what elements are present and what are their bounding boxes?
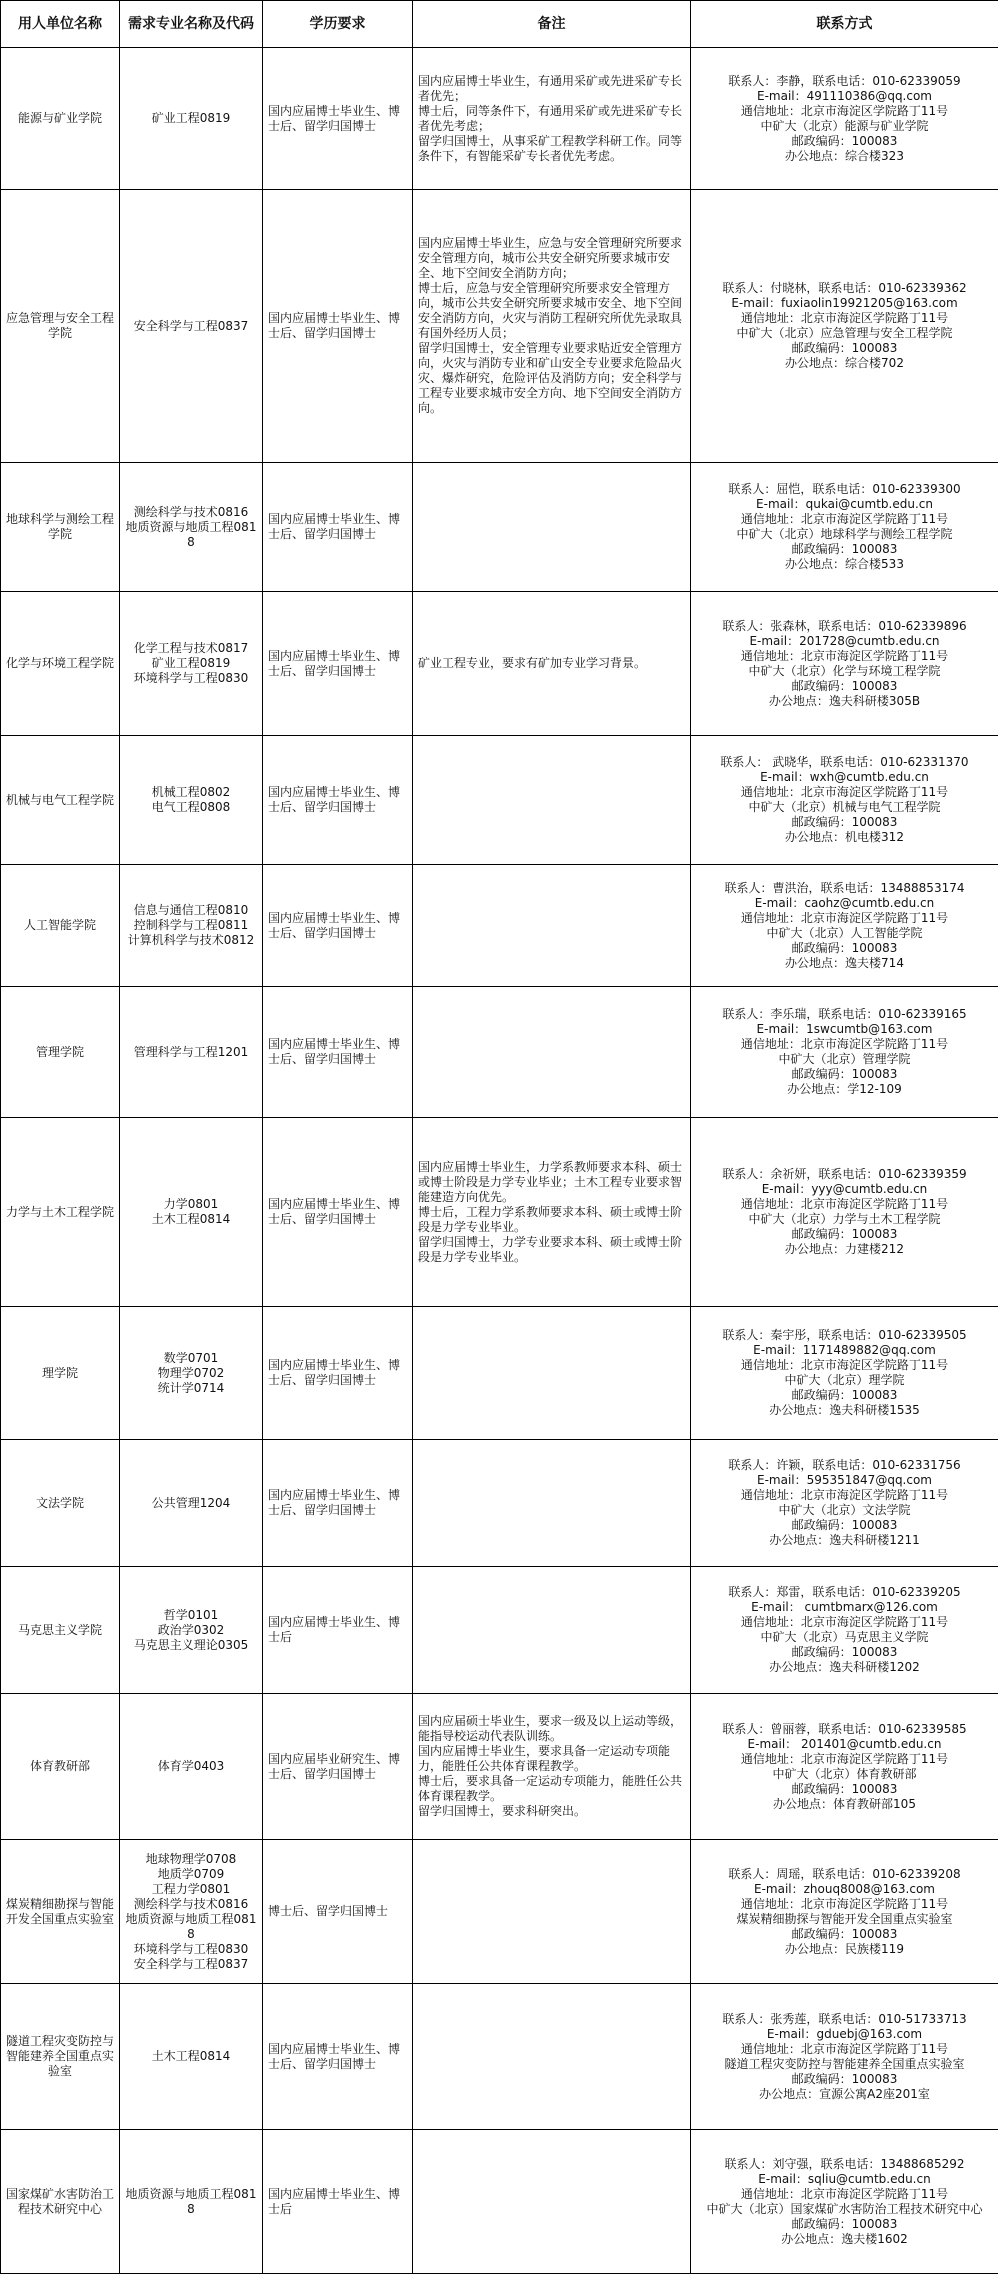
cell-majors	[120, 190, 263, 463]
contact-line: 联系人：付晓林，联系电话：010-62339362	[722, 281, 967, 295]
cell-education: 博士后、留学归国博士	[263, 1840, 413, 1984]
contact-line: 办公地点：民族楼119	[785, 1941, 904, 1956]
major-item: 地质学0709	[157, 1866, 225, 1881]
cell-contact	[691, 2130, 998, 2274]
contact-line: 通信地址：北京市海淀区学院路丁11号	[740, 1751, 949, 1766]
cell-contact	[691, 1118, 998, 1307]
table-row	[1, 48, 998, 190]
contact-line: 煤炭精细勘探与智能开发全国重点实验室	[736, 1911, 953, 1926]
contact-line: 通信地址：北京市海淀区学院路丁11号	[740, 1615, 949, 1629]
cell-education: 国内应届博士毕业生、博士后、留学归国博士	[263, 190, 413, 463]
contact-line: 联系人：曹洪治，联系电话：13488853174	[724, 880, 965, 895]
contact-line: 中矿大（北京）力学与土木工程学院	[748, 1212, 941, 1226]
major-item: 统计学0714	[157, 1380, 225, 1395]
cell-note	[413, 1984, 691, 2130]
contact-line: 联系人：曾丽蓉，联系电话：010-62339585	[722, 1721, 967, 1736]
contact-line: 中矿大（北京）地球科学与测绘工程学院	[736, 527, 953, 541]
major-item: 力学0801	[163, 1197, 219, 1211]
cell-note	[413, 865, 691, 987]
contact-line: 中矿大（北京）体育教研部	[772, 1766, 917, 1781]
contact-line: 联系人：周瑶，联系电话：010-62339208	[728, 1866, 961, 1881]
table-row	[1, 1694, 998, 1840]
major-item: 化学工程与技术0817	[133, 641, 249, 655]
cell-contact	[691, 1840, 998, 1984]
table-row	[1, 736, 998, 865]
cell-education: 国内应届博士毕业生、博士后	[263, 2130, 413, 2274]
table-row	[1, 2130, 998, 2274]
contact-line: 联系人：屈恺，联系电话：010-62339300	[728, 482, 961, 496]
contact-line: 办公地点：逸夫科研楼1202	[769, 1660, 920, 1674]
cell-unit: 马克思主义学院	[1, 1567, 120, 1694]
major-item: 马克思主义理论0305	[133, 1637, 249, 1652]
contact-line: E-mail： cumtbmarx@126.com	[751, 1600, 938, 1614]
cell-contact	[691, 1694, 998, 1840]
cell-education: 国内应届博士毕业生、博士后、留学归国博士	[263, 1440, 413, 1567]
cell-unit: 力学与土木工程学院	[1, 1118, 120, 1307]
cell-majors	[120, 1840, 263, 1984]
major-item: 安全科学与工程0837	[133, 318, 249, 333]
major-item: 环境科学与工程0830	[133, 671, 249, 685]
cell-contact	[691, 1567, 998, 1694]
table-row	[1, 1307, 998, 1440]
cell-education: 国内应届博士毕业生、博士后、留学归国博士	[263, 736, 413, 865]
contact-line: 办公地点：力建楼212	[785, 1242, 904, 1256]
cell-education: 国内应届博士毕业生、博士后、留学归国博士	[263, 48, 413, 190]
cell-majors	[120, 736, 263, 865]
major-item: 政治学0302	[157, 1622, 225, 1637]
cell-contact	[691, 736, 998, 865]
contact-line: 通信地址：北京市海淀区学院路丁11号	[740, 512, 949, 526]
cell-majors	[120, 1440, 263, 1567]
cell-majors	[120, 1567, 263, 1694]
header-contact: 联系方式	[691, 1, 998, 48]
contact-line: 办公地点：逸夫楼1602	[781, 2231, 908, 2246]
major-item: 地质资源与地质工程0818	[125, 519, 257, 549]
contact-line: 中矿大（北京）马克思主义学院	[760, 1630, 929, 1644]
contact-line: 邮政编码：100083	[791, 1388, 898, 1402]
contact-line: E-mail：zhouq8008@163.com	[754, 1881, 935, 1896]
cell-majors	[120, 2130, 263, 2274]
contact-line: E-mail：yyy@cumtb.edu.cn	[761, 1182, 928, 1196]
contact-line: E-mail：201728@cumtb.edu.cn	[749, 633, 940, 648]
contact-line: 通信地址：北京市海淀区学院路丁11号	[740, 2041, 949, 2056]
contact-line: 中矿大（北京）化学与环境工程学院	[748, 663, 941, 678]
contact-line: 联系人：许颖，联系电话：010-62331756	[728, 1458, 961, 1472]
contact-line: 邮政编码：100083	[791, 1227, 898, 1241]
major-item: 工程力学0801	[151, 1881, 231, 1896]
contact-line: 办公地点：宣源公寓A2座201室	[759, 2086, 930, 2101]
cell-unit: 人工智能学院	[1, 865, 120, 987]
contact-line: 办公地点：学12-109	[787, 1082, 902, 1096]
table-row	[1, 1984, 998, 2130]
major-item: 公共管理1204	[151, 1495, 231, 1510]
cell-majors	[120, 1307, 263, 1440]
contact-line: E-mail：491110386@qq.com	[756, 88, 932, 103]
cell-unit: 机械与电气工程学院	[1, 736, 120, 865]
major-item: 数学0701	[163, 1350, 219, 1365]
cell-note	[413, 463, 691, 592]
cell-note	[413, 2130, 691, 2274]
major-item: 地球物理学0708	[145, 1851, 237, 1866]
contact-line: E-mail：gduebj@163.com	[766, 2026, 923, 2041]
contact-line: 联系人：刘守强，联系电话：13488685292	[724, 2156, 965, 2171]
cell-note: 国内应届博士毕业生，应急与安全管理研究所要求安全管理方向，城市公共安全研究所要求城市安全、地下空间安全消防方向； 博士后，应急与安全管理研究所要求安全管理方向，城市公共安全研究所要求城市安全、地下空间安全消防方向，火灾与消防工程研究所优先录取具有国外经历人员； 留学归国博士，安全管理专业要求贴近安全管理方向，火灾与消防专业和矿山安全专业要求危险品火灾、爆炸研究，危险评估及消防方向；安全科学与工程专业要求城市安全方向、地下空间安全消防方向。	[413, 190, 691, 463]
major-item: 环境科学与工程0830	[133, 1941, 249, 1956]
contact-line: 办公地点：逸夫楼714	[785, 955, 904, 970]
table-header-row	[1, 1, 998, 48]
contact-line: 邮政编码：100083	[791, 133, 898, 148]
cell-unit: 国家煤矿水害防治工程技术研究中心	[1, 2130, 120, 2274]
major-item: 地质资源与地质工程0818	[125, 1911, 257, 1941]
cell-education: 国内应届博士毕业生、博士后、留学归国博士	[263, 987, 413, 1118]
contact-line: 邮政编码：100083	[791, 341, 898, 355]
contact-line: E-mail：595351847@qq.com	[756, 1473, 932, 1487]
contact-line: 隧道工程灾变防控与智能建养全国重点实验室	[724, 2056, 965, 2071]
table-row	[1, 865, 998, 987]
cell-majors	[120, 592, 263, 736]
contact-line: E-mail：caohz@cumtb.edu.cn	[754, 895, 935, 910]
contact-line: 中矿大（北京）应急管理与安全工程学院	[736, 326, 953, 340]
contact-line: 联系人：余祈妍，联系电话：010-62339359	[722, 1167, 967, 1181]
contact-line: 通信地址：北京市海淀区学院路丁11号	[740, 648, 949, 663]
contact-line: E-mail：sqliu@cumtb.edu.cn	[758, 2171, 931, 2186]
major-item: 矿业工程0819	[151, 656, 231, 670]
cell-education: 国内应届博士毕业生、博士后、留学归国博士	[263, 463, 413, 592]
major-item: 安全科学与工程0837	[133, 1956, 249, 1971]
cell-contact	[691, 987, 998, 1118]
cell-education: 国内应届毕业研究生、博士后、留学归国博士	[263, 1694, 413, 1840]
major-item: 信息与通信工程0810	[133, 903, 249, 917]
table-row	[1, 1567, 998, 1694]
cell-unit: 理学院	[1, 1307, 120, 1440]
table-row	[1, 592, 998, 736]
contact-line: 通信地址：北京市海淀区学院路丁11号	[740, 1358, 949, 1372]
cell-contact	[691, 190, 998, 463]
table-row	[1, 1118, 998, 1307]
major-item: 物理学0702	[157, 1365, 225, 1380]
contact-line: 邮政编码：100083	[791, 815, 898, 829]
contact-line: 中矿大（北京）机械与电气工程学院	[748, 800, 941, 814]
contact-line: 邮政编码：100083	[791, 940, 898, 955]
cell-education: 国内应届博士毕业生、博士后、留学归国博士	[263, 1307, 413, 1440]
cell-majors	[120, 1118, 263, 1307]
cell-unit: 应急管理与安全工程学院	[1, 190, 120, 463]
cell-unit: 地球科学与测绘工程学院	[1, 463, 120, 592]
cell-majors	[120, 865, 263, 987]
major-item: 机械工程0802	[151, 785, 231, 799]
cell-unit: 体育教研部	[1, 1694, 120, 1840]
contact-line: 通信地址：北京市海淀区学院路丁11号	[740, 1197, 949, 1211]
contact-line: 通信地址：北京市海淀区学院路丁11号	[740, 2186, 949, 2201]
contact-line: 办公地点：综合楼533	[785, 557, 904, 571]
contact-line: 邮政编码：100083	[791, 2216, 898, 2231]
contact-line: 联系人：张森林，联系电话：010-62339896	[722, 618, 967, 633]
table-row	[1, 987, 998, 1118]
contact-line: 邮政编码：100083	[791, 1067, 898, 1081]
contact-line: 通信地址：北京市海淀区学院路丁11号	[740, 1037, 949, 1051]
contact-line: 办公地点：逸夫科研楼1211	[769, 1533, 920, 1547]
cell-contact	[691, 1440, 998, 1567]
contact-line: 中矿大（北京）文法学院	[778, 1503, 911, 1517]
cell-education: 国内应届博士毕业生、博士后、留学归国博士	[263, 592, 413, 736]
contact-line: 通信地址：北京市海淀区学院路丁11号	[740, 103, 949, 118]
contact-line: 联系人：秦宇彤，联系电话：010-62339505	[722, 1328, 967, 1342]
header-major: 需求专业名称及代码	[120, 1, 263, 48]
cell-majors	[120, 1694, 263, 1840]
cell-note	[413, 987, 691, 1118]
major-item: 测绘科学与技术0816	[133, 504, 249, 519]
contact-line: 邮政编码：100083	[791, 1518, 898, 1532]
contact-line: 办公地点：综合楼702	[785, 356, 904, 370]
contact-line: 通信地址：北京市海淀区学院路丁11号	[740, 1488, 949, 1502]
contact-line: 邮政编码：100083	[791, 1781, 898, 1796]
cell-unit: 文法学院	[1, 1440, 120, 1567]
cell-note: 矿业工程专业，要求有矿加专业学习背景。	[413, 592, 691, 736]
cell-contact	[691, 865, 998, 987]
contact-line: 联系人： 武晓华，联系电话：010-62331370	[720, 755, 969, 769]
cell-contact	[691, 463, 998, 592]
contact-line: 办公地点：综合楼323	[785, 148, 904, 163]
cell-contact	[691, 1984, 998, 2130]
contact-line: 办公地点：逸夫科研楼305B	[768, 693, 921, 708]
contact-line: E-mail：wxh@cumtb.edu.cn	[760, 770, 929, 784]
cell-contact	[691, 48, 998, 190]
contact-line: E-mail：1171489882@qq.com	[753, 1343, 936, 1357]
cell-note: 国内应届博士毕业生，有通用采矿或先进采矿专长者优先； 博士后，同等条件下，有通用采矿或先进采矿专长者优先考虑； 留学归国博士，从事采矿工程教学科研工作。同等条件下，有智能采矿专长者优先考虑。	[413, 48, 691, 190]
contact-line: 联系人：李乐瑞，联系电话：010-62339165	[722, 1007, 967, 1021]
major-item: 土木工程0814	[151, 1212, 231, 1226]
cell-majors	[120, 987, 263, 1118]
cell-majors	[120, 48, 263, 190]
contact-line: 联系人：郑雷，联系电话：010-62339205	[728, 1585, 961, 1599]
table-body	[1, 48, 998, 2274]
contact-line: 通信地址：北京市海淀区学院路丁11号	[740, 1896, 949, 1911]
contact-line: 邮政编码：100083	[791, 1926, 898, 1941]
cell-note: 国内应届博士毕业生，力学系教师要求本科、硕士或博士阶段是力学专业毕业；土木工程专业要求智能建造方向优先。 博士后，工程力学系教师要求本科、硕士或博士阶段是力学专业毕业。 留学归国博士，力学专业要求本科、硕士或博士阶段是力学专业毕业。	[413, 1118, 691, 1307]
cell-unit: 煤炭精细勘探与智能开发全国重点实验室	[1, 1840, 120, 1984]
major-item: 哲学0101	[163, 1607, 219, 1622]
table-row	[1, 1840, 998, 1984]
cell-unit: 管理学院	[1, 987, 120, 1118]
header-unit: 用人单位名称	[1, 1, 120, 48]
major-item: 管理科学与工程1201	[133, 1044, 249, 1059]
contact-line: E-mail：qukai@cumtb.edu.cn	[756, 497, 933, 511]
contact-line: 办公地点：体育教研部105	[773, 1796, 916, 1811]
contact-line: 中矿大（北京）人工智能学院	[766, 925, 923, 940]
major-item: 电气工程0808	[151, 800, 231, 814]
major-item: 计算机科学与技术0812	[127, 933, 255, 947]
cell-majors	[120, 1984, 263, 2130]
contact-line: 邮政编码：100083	[791, 678, 898, 693]
major-item: 地质资源与地质工程0818	[125, 2186, 257, 2216]
contact-line: E-mail： 201401@cumtb.edu.cn	[747, 1736, 942, 1751]
cell-unit: 能源与矿业学院	[1, 48, 120, 190]
cell-note	[413, 1840, 691, 1984]
contact-line: 中矿大（北京）能源与矿业学院	[760, 118, 929, 133]
table-row	[1, 190, 998, 463]
major-item: 矿业工程0819	[151, 111, 231, 125]
cell-note	[413, 1567, 691, 1694]
cell-education: 国内应届博士毕业生、博士后、留学归国博士	[263, 865, 413, 987]
cell-contact	[691, 1307, 998, 1440]
cell-note	[413, 736, 691, 865]
major-item: 测绘科学与技术0816	[133, 1896, 249, 1911]
cell-unit: 化学与环境工程学院	[1, 592, 120, 736]
contact-line: 通信地址：北京市海淀区学院路丁11号	[740, 910, 949, 925]
contact-line: 中矿大（北京）理学院	[784, 1373, 905, 1387]
table-row	[1, 463, 998, 592]
contact-line: 邮政编码：100083	[791, 542, 898, 556]
contact-line: 办公地点：逸夫科研楼1535	[769, 1403, 920, 1417]
cell-note	[413, 1307, 691, 1440]
header-note: 备注	[413, 1, 691, 48]
contact-line: 联系人：李静，联系电话：010-62339059	[728, 73, 961, 88]
cell-note: 国内应届硕士毕业生，要求一级及以上运动等级，能指导校运动代表队训练。 国内应届博士毕业生，要求具备一定运动专项能力，能胜任公共体育课程教学。 博士后，要求具备一定运动专项能力，能胜任公共体育课程教学。 留学归国博士，要求科研突出。	[413, 1694, 691, 1840]
header-education: 学历要求	[263, 1, 413, 48]
contact-line: 办公地点：机电楼312	[785, 830, 904, 844]
cell-note	[413, 1440, 691, 1567]
contact-line: 中矿大（北京）国家煤矿水害防治工程技术研究中心	[706, 2201, 983, 2216]
cell-education: 国内应届博士毕业生、博士后、留学归国博士	[263, 1118, 413, 1307]
contact-line: E-mail：fuxiaolin19921205@163.com	[731, 296, 958, 310]
contact-line: 邮政编码：100083	[791, 1645, 898, 1659]
cell-majors	[120, 463, 263, 592]
table-row	[1, 1440, 998, 1567]
contact-line: 联系人：张秀莲，联系电话：010-51733713	[722, 2011, 967, 2026]
contact-line: E-mail：1swcumtb@163.com	[756, 1022, 933, 1036]
contact-line: 通信地址：北京市海淀区学院路丁11号	[740, 785, 949, 799]
cell-unit: 隧道工程灾变防控与智能建养全国重点实验室	[1, 1984, 120, 2130]
cell-education: 国内应届博士毕业生、博士后、留学归国博士	[263, 1984, 413, 2130]
contact-line: 中矿大（北京）管理学院	[778, 1052, 911, 1066]
major-item: 控制科学与工程0811	[133, 918, 249, 932]
major-item: 土木工程0814	[151, 2049, 231, 2063]
cell-contact	[691, 592, 998, 736]
contact-line: 邮政编码：100083	[791, 2071, 898, 2086]
cell-education: 国内应届博士毕业生、博士后	[263, 1567, 413, 1694]
contact-line: 通信地址：北京市海淀区学院路丁11号	[740, 311, 949, 325]
major-item: 体育学0403	[157, 1759, 225, 1773]
